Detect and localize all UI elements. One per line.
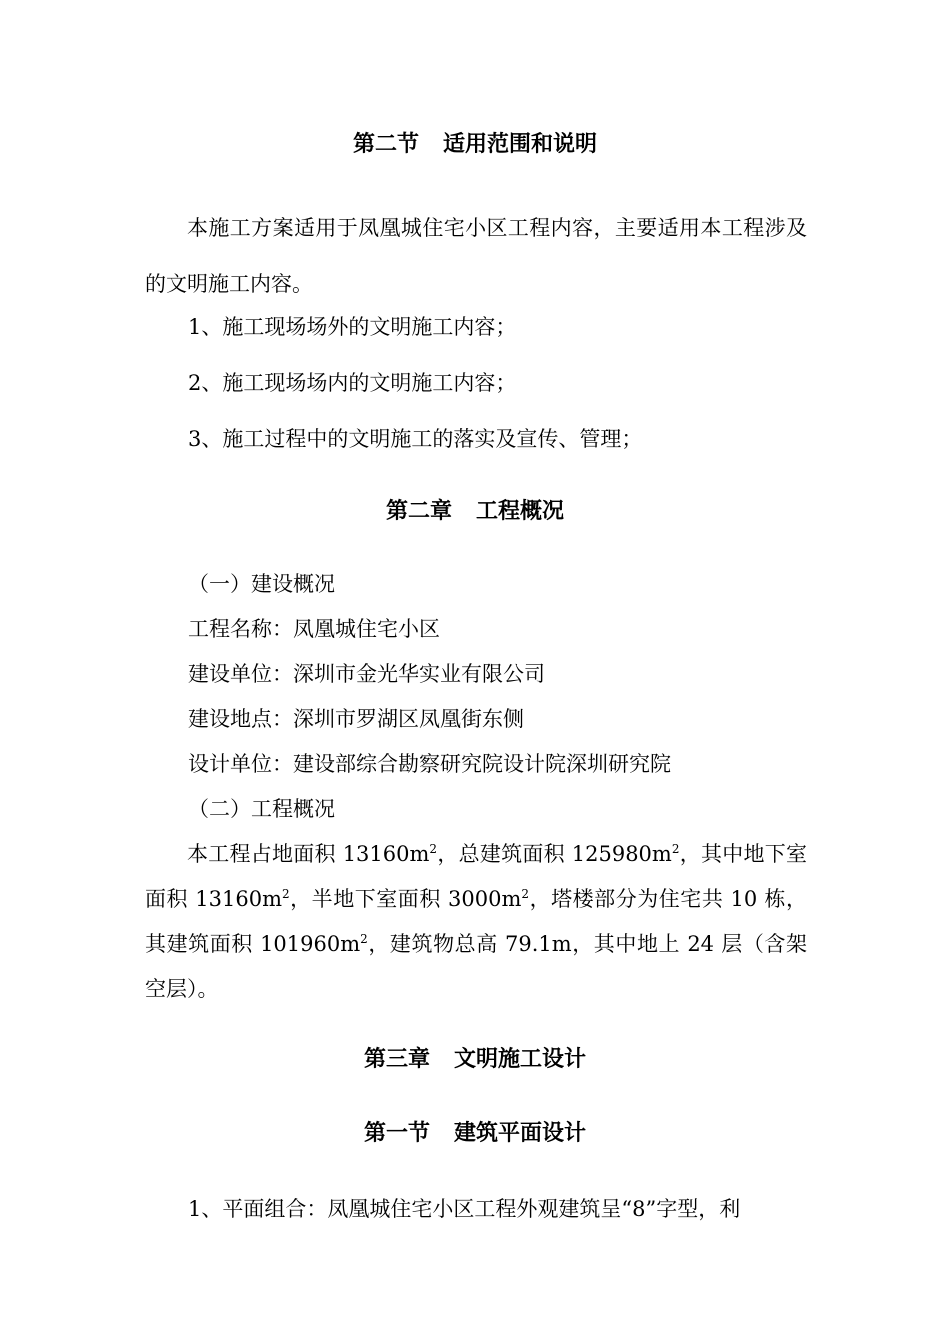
scope-item-1: 1、施工现场场外的文明施工内容； <box>188 315 517 339</box>
chapter-name: 文明施工设计 <box>454 1047 587 1072</box>
project-overview-heading: （二）工程概况 <box>188 797 335 821</box>
scope-item-2: 2、施工现场场内的文明施工内容； <box>188 371 517 395</box>
section-number: 第一节 <box>363 1121 430 1146</box>
designer-line: 设计单位：建设部综合勘察研究院设计院深圳研究院 <box>188 752 671 776</box>
section-name: 适用范围和说明 <box>443 132 598 157</box>
section-name: 建筑平面设计 <box>454 1121 587 1146</box>
section-number: 第二节 <box>352 132 419 157</box>
scope-intro-paragraph: 本施工方案适用于凤凰城住宅小区工程内容，主要适用本工程涉及的文明施工内容。 <box>145 216 807 296</box>
project-name-line: 工程名称：凤凰城住宅小区 <box>188 617 440 641</box>
project-overview-paragraph: 本工程占地面积 $13160m^2$，总建筑面积 $125980m^2$，其中地下室面积 $13160m^2$，半地下室面积 $3000m^2$，塔楼部分为住宅共 10 栋，其建筑面积 $101960m^2$，建筑物总高 79.1m，其中地上 24 层（含架空层）。 <box>145 842 807 1001</box>
chapter-heading-overview <box>0 497 950 527</box>
location-line: 建设地点：深圳市罗湖区凤凰街东侧 <box>188 707 524 731</box>
plan-item-1: 1、平面组合：凤凰城住宅小区工程外观建筑呈“8”字型，利 <box>188 1197 741 1221</box>
chapter-name: 工程概况 <box>476 499 565 524</box>
chapter-heading-design <box>0 1045 950 1075</box>
chapter-number: 第二章 <box>385 499 452 524</box>
builder-line: 建设单位：深圳市金光华实业有限公司 <box>188 662 545 686</box>
scope-item-3: 3、施工过程中的文明施工的落实及宣传、管理； <box>188 427 643 451</box>
section-heading-plan <box>0 1119 950 1149</box>
construction-overview-heading: （一）建设概况 <box>188 572 335 596</box>
chapter-number: 第三章 <box>363 1047 430 1072</box>
section-heading-scope <box>0 130 950 160</box>
